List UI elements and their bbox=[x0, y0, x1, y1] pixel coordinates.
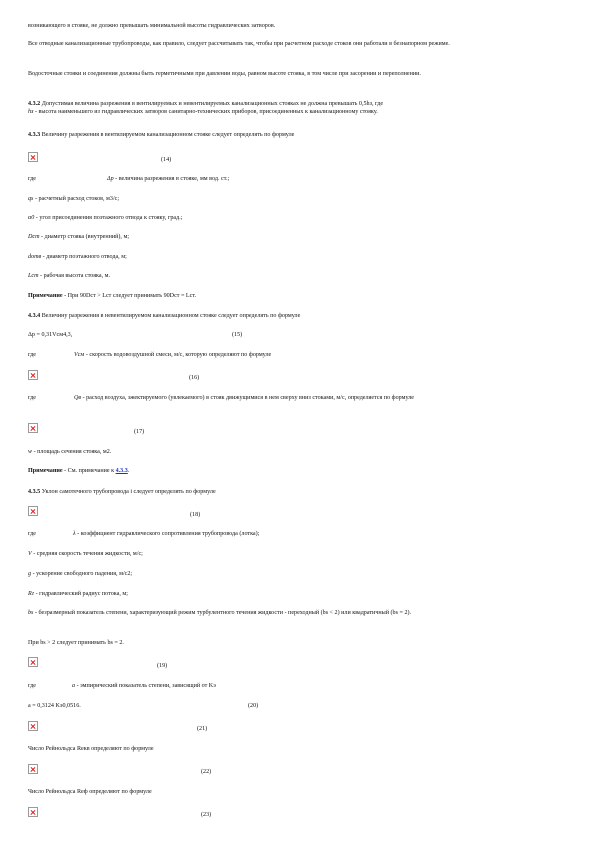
variable-symbol: Lст bbox=[28, 273, 39, 279]
clause-text: - высота наименьшего из гидравлических затворов санитарно-технических приборов, присоединенных к канализационному стояку. bbox=[33, 109, 378, 116]
equation-number-15: (15) bbox=[232, 332, 243, 338]
definition-qs bbox=[28, 195, 119, 203]
formula-16-image-icon bbox=[28, 370, 38, 380]
note-text: - См. примечание к bbox=[62, 468, 116, 474]
where-label: где bbox=[28, 395, 37, 401]
clause-4-3-4 bbox=[28, 312, 567, 320]
paragraph-continuation bbox=[28, 22, 567, 30]
variable-symbol: Rг bbox=[28, 591, 35, 597]
definition-lambda bbox=[73, 530, 259, 538]
where-label: где bbox=[28, 176, 37, 182]
note-text: - При 90Dст > Lст следует принимать 90Dст = Lст. bbox=[62, 293, 197, 299]
paragraph-reynolds-kv: Число Рейнольдса Reкв определяют по формуле bbox=[28, 746, 154, 752]
equation-number-22: (22) bbox=[201, 769, 212, 775]
clause-number: 4.3.4 bbox=[28, 313, 41, 319]
where-label: где bbox=[28, 352, 37, 358]
variable-symbol: V bbox=[28, 551, 32, 557]
definition-alpha0 bbox=[28, 214, 182, 222]
variable-symbol: Δp bbox=[107, 176, 114, 182]
clause-text: Уклон самотечного трубопровода i следует определять по формуле bbox=[40, 489, 216, 495]
clause-number: 4.3.3 bbox=[28, 132, 41, 138]
variable-symbol: g bbox=[28, 571, 32, 577]
definition-dotv bbox=[28, 253, 127, 261]
definition-text: - средняя скорость течения жидкости, м/с; bbox=[31, 551, 143, 557]
paragraph-text: Все отводные канализационные трубопроводы, как правило, следует рассчитывать так, чтобы при расчетном расходе стоков они работали в безнапорном режиме. bbox=[28, 41, 450, 47]
paragraph-stormwater bbox=[28, 70, 567, 78]
formula-18-image-icon bbox=[28, 506, 38, 516]
definition-qv bbox=[74, 394, 567, 402]
definition-vsm bbox=[74, 351, 271, 359]
clause-text: Допустимая величина разрежения в вентилируемых и невентилируемых канализационных стояках не должна превышать 0,5hз, где bbox=[40, 101, 384, 107]
clause-4-3-3 bbox=[28, 131, 567, 139]
equation-number-18: (18) bbox=[190, 512, 201, 518]
equation-number-21: (21) bbox=[197, 726, 208, 732]
definition-dst bbox=[28, 233, 129, 241]
note-2 bbox=[28, 467, 129, 475]
clause-4-3-5 bbox=[28, 488, 567, 496]
definition-text: - угол присоединения поэтажного отвода к стояку, град.; bbox=[34, 215, 183, 221]
definition-w bbox=[28, 448, 111, 456]
definition-a bbox=[72, 682, 216, 690]
clause-text: Величину разрежения в вентилируемом канализационном стояке следует определять по формуле bbox=[40, 132, 295, 138]
paragraph-drain-pipes bbox=[28, 40, 567, 48]
formula-19-image-icon bbox=[28, 657, 38, 667]
definition-text: - величина разрежения в стояке, мм вод. ст.; bbox=[113, 176, 230, 182]
formula-22-image-icon bbox=[28, 764, 38, 774]
variable-symbol: Vсм bbox=[74, 352, 85, 358]
variable-symbol: dотв bbox=[28, 254, 42, 260]
definition-text: - ускорение свободного падения, м/с2; bbox=[31, 571, 133, 577]
definition-lst bbox=[28, 272, 110, 280]
formula-23-image-icon bbox=[28, 807, 38, 817]
note-label: Примечание bbox=[28, 468, 63, 474]
definition-text: - гидравлический радиус потока, м; bbox=[34, 591, 128, 597]
definition-text: - расчетный расход стоков, м3/с; bbox=[33, 196, 120, 202]
equation-number-14: (14) bbox=[161, 157, 172, 163]
clause-text: Величину разрежения в невентилируемом канализационном стояке следует определять по формуле bbox=[40, 313, 301, 319]
definition-text: - рабочая высота стояка, м. bbox=[38, 273, 111, 279]
variable-symbol: Qв bbox=[74, 395, 82, 401]
paragraph-text: Водосточные стояки и соединения должны быть герметичными при давлении воды, равном высоте стояка, в том числе при засорении и переполнении. bbox=[28, 71, 421, 77]
where-label: где bbox=[28, 683, 37, 689]
equation-number-16: (16) bbox=[189, 375, 200, 381]
where-label: где bbox=[28, 531, 37, 537]
paragraph-bs-rule: При bs > 2 следует принимать bs = 2. bbox=[28, 640, 124, 646]
variable-symbol: α0 bbox=[28, 215, 35, 221]
paragraph-reynolds-f: Число Рейнольдса Reф определяют по формуле bbox=[28, 789, 152, 795]
definition-text: - эмпирический показатель степени, зависящий от Kэ bbox=[75, 683, 216, 689]
formula-21-image-icon bbox=[28, 721, 38, 731]
definition-text: - коэффициент гидравлического сопротивления трубопровода (лотка); bbox=[75, 531, 260, 537]
definition-rg bbox=[28, 590, 128, 598]
equation-number-17: (17) bbox=[134, 429, 145, 435]
definition-bs bbox=[28, 609, 567, 617]
variable-symbol: λ bbox=[73, 531, 76, 537]
formula-15: Δp = 0,31Vсм4,3, bbox=[28, 332, 73, 338]
definition-text: - безразмерный показатель степени, характеризующий режим турбулентного течения жидкости - переходный (bs < 2) или квадратичный (bs = 2). bbox=[33, 610, 412, 616]
definition-v bbox=[28, 550, 143, 558]
formula-20: a = 0,3124 Kэ0,0516. bbox=[28, 703, 81, 709]
note-label: Примечание bbox=[28, 293, 63, 299]
equation-number-19: (19) bbox=[157, 663, 168, 669]
paragraph-text: возникающего в стояке, не должно превышать минимальной высоты гидравлических затворов. bbox=[28, 23, 276, 29]
formula-14-image-icon bbox=[28, 152, 38, 162]
equation-number-20: (20) bbox=[248, 703, 259, 709]
variable-symbol: Dст bbox=[28, 234, 40, 240]
definition-g bbox=[28, 570, 132, 578]
clause-number: 4.3.2 bbox=[28, 101, 41, 107]
definition-text: - площадь сечения стояка, м2. bbox=[32, 449, 112, 455]
definition-text: - скорость водовоздушной смеси, м/с, которую определяют по формуле bbox=[84, 352, 272, 358]
definition-text: - диаметр стояка (внутренний), м; bbox=[39, 234, 130, 240]
variable-symbol: bs bbox=[28, 610, 34, 616]
note-1 bbox=[28, 292, 196, 300]
equation-number-23: (23) bbox=[201, 812, 212, 818]
variable-symbol: w bbox=[28, 449, 33, 455]
clause-link-4-3-3[interactable]: 4.3.3 bbox=[115, 468, 128, 474]
clause-number: 4.3.5 bbox=[28, 489, 41, 495]
definition-text: - диаметр поэтажного отвода, м; bbox=[41, 254, 127, 260]
variable-symbol: a bbox=[72, 683, 76, 689]
formula-17-image-icon bbox=[28, 423, 38, 433]
note-text: . bbox=[127, 468, 130, 474]
definition-text: - расход воздуха, эжектируемого (увлекаемого) в стояк движущимися в нем сверху вниз стоками, м/с, определяется по формуле bbox=[81, 395, 414, 401]
variable-symbol: qs bbox=[28, 196, 34, 202]
variable-symbol: hз bbox=[28, 109, 34, 116]
clause-4-3-2 bbox=[28, 100, 567, 116]
definition-delta-p bbox=[107, 175, 229, 183]
